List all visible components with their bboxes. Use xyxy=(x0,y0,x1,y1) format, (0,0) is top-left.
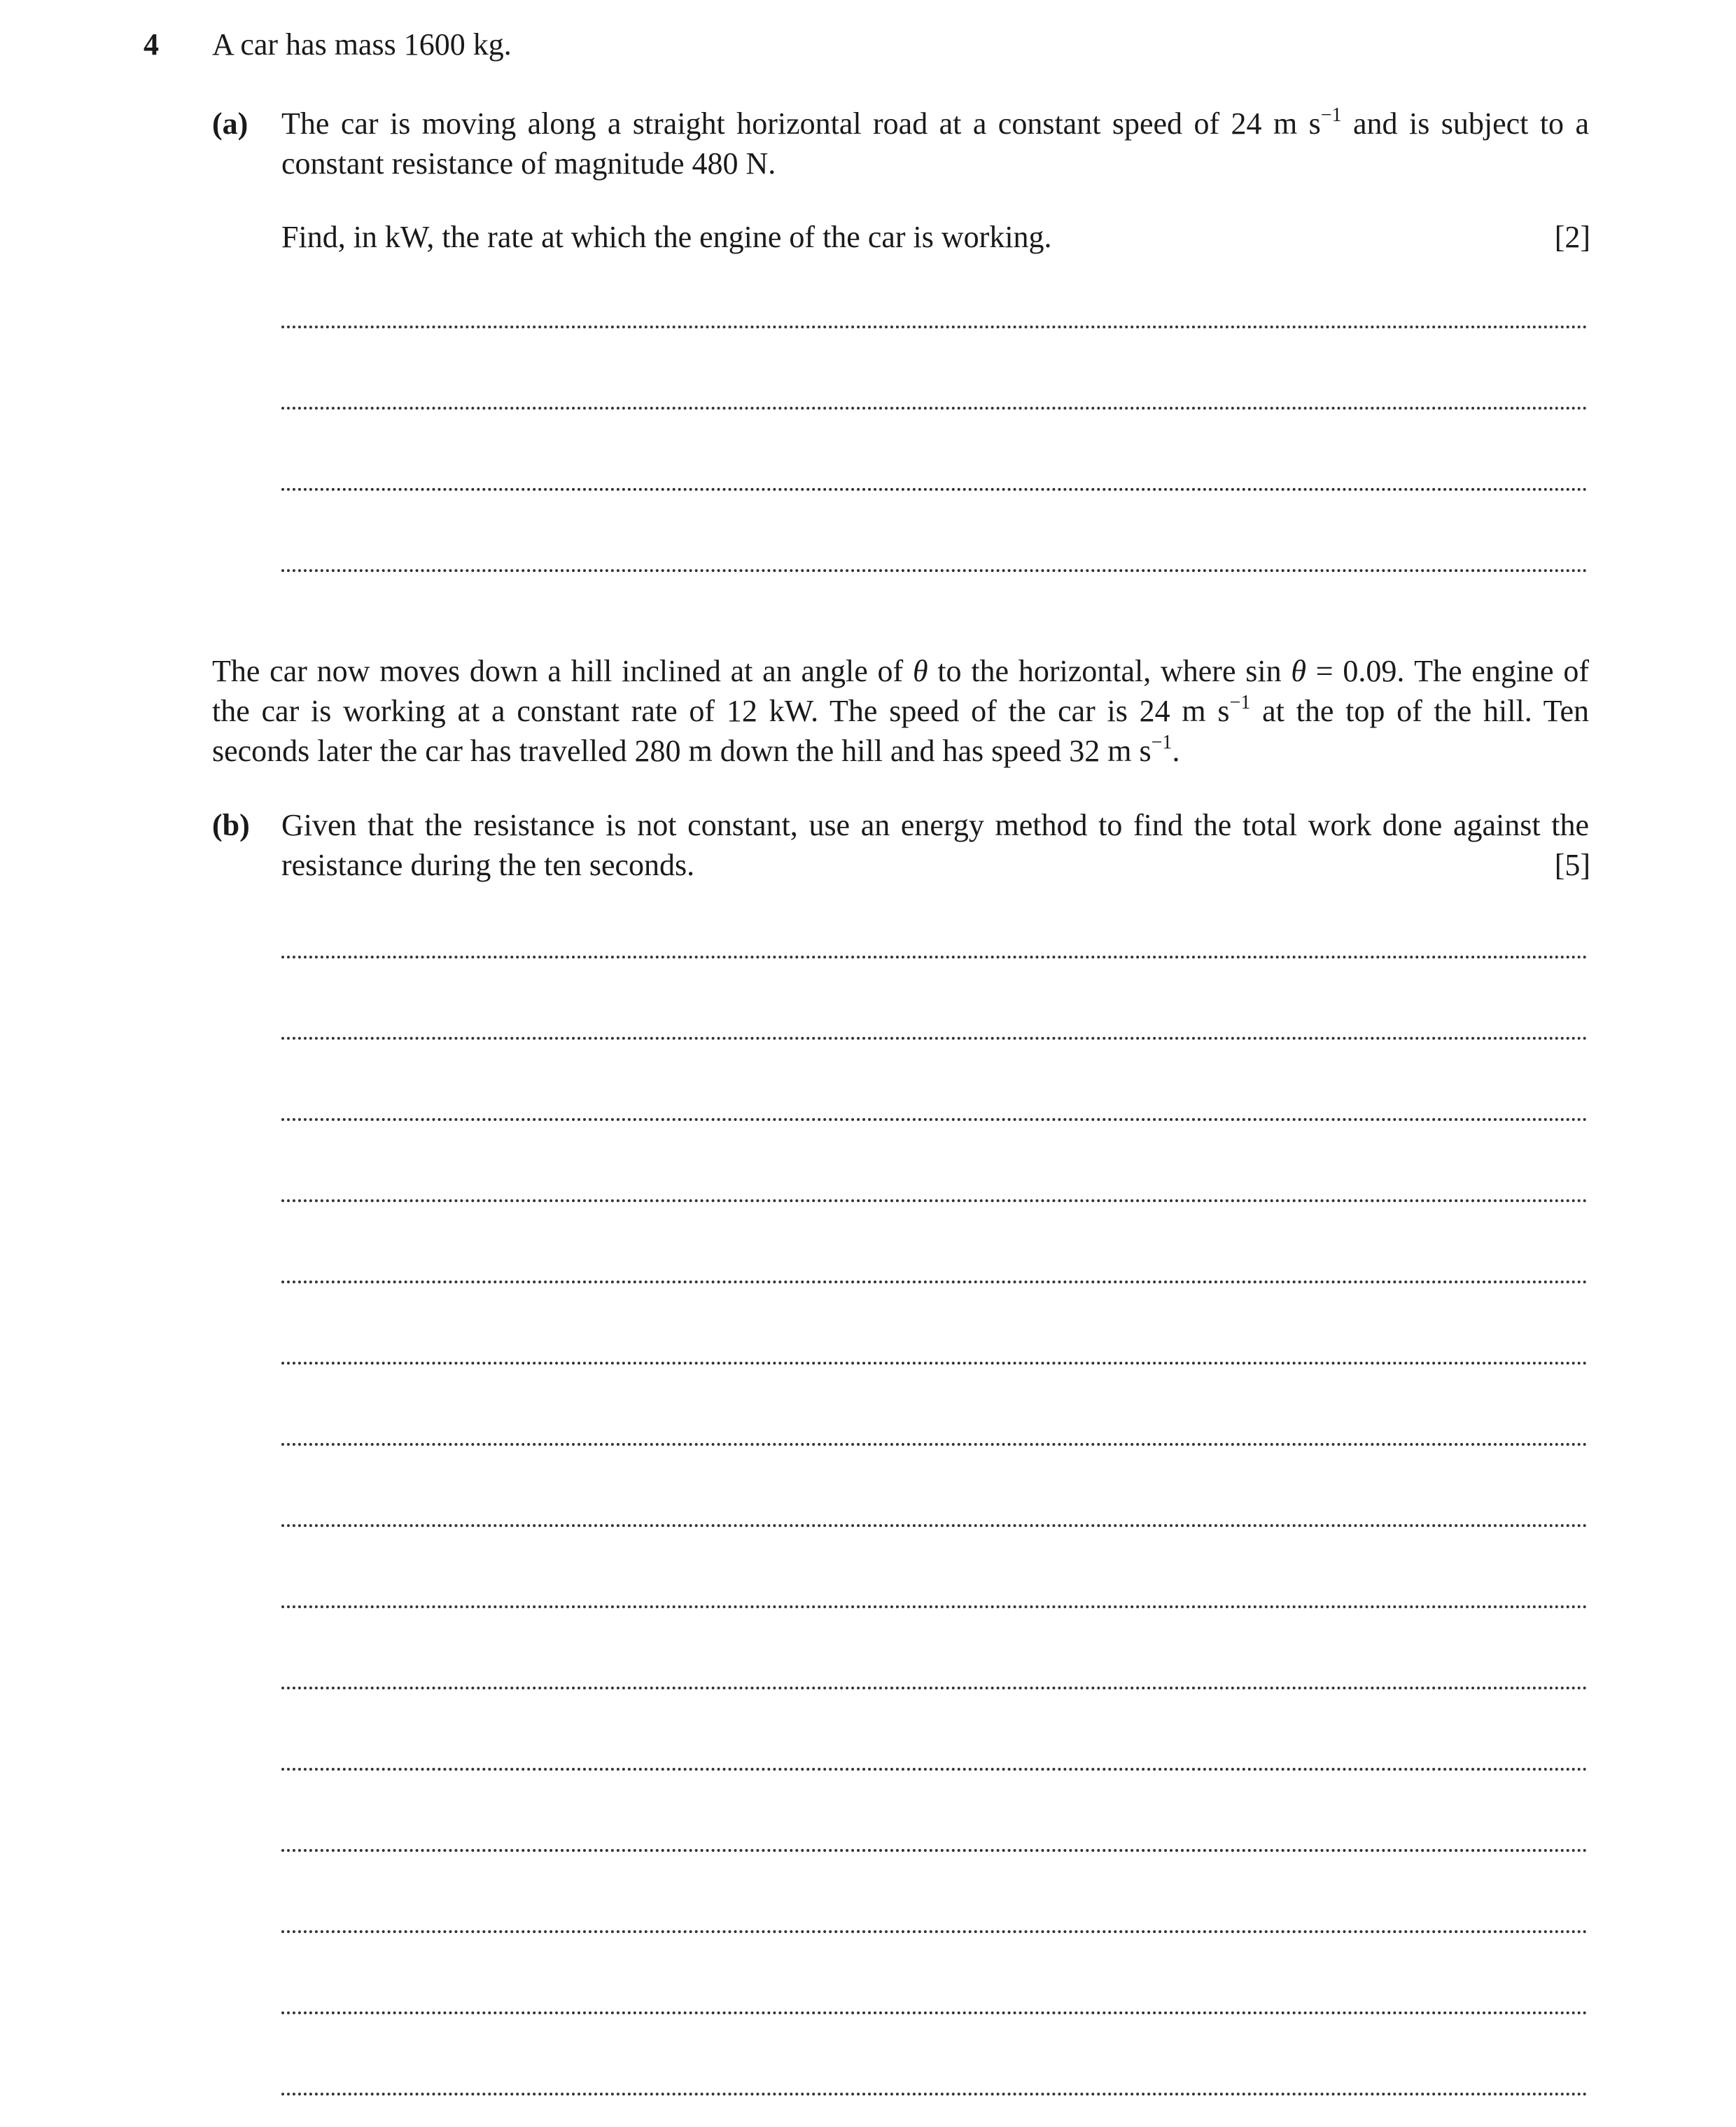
answer-line[interactable] xyxy=(281,1768,1588,1771)
question-number: 4 xyxy=(144,27,159,62)
answer-line[interactable] xyxy=(281,1849,1588,1852)
answer-line[interactable] xyxy=(281,2093,1588,2095)
question-intro: A car has mass 1600 kg. xyxy=(212,27,512,62)
stem-text-1: The car now moves down a hill inclined at an angle of xyxy=(212,654,913,688)
answer-line[interactable] xyxy=(281,1281,1588,1283)
stem-text-2: to the horizontal, where sin xyxy=(927,654,1292,688)
part-b-marks: [5] xyxy=(1554,848,1590,882)
answer-line[interactable] xyxy=(281,326,1588,328)
part-a-superscript: −1 xyxy=(1320,104,1342,127)
answer-line[interactable] xyxy=(281,1930,1588,1933)
part-a-text-2: and is subject to a constant resistance of magnitude 480 N. xyxy=(281,106,1590,181)
answer-line[interactable] xyxy=(281,407,1588,410)
part-a-marks: [2] xyxy=(1554,220,1590,254)
answer-line[interactable] xyxy=(281,1118,1588,1121)
answer-line[interactable] xyxy=(281,1037,1588,1040)
theta-symbol: θ xyxy=(912,654,928,688)
stem-text-4: at the top of the hill. Ten seconds later the car has travelled 280 m down the hill and has speed 32 m s xyxy=(212,694,1590,768)
answer-line[interactable] xyxy=(281,1524,1588,1527)
part-b-label: (b) xyxy=(212,808,250,842)
part-a-find: Find, in kW, the rate at which the engine of the car is working. xyxy=(281,220,1052,254)
answer-line[interactable] xyxy=(281,569,1588,572)
stem-text-5: . xyxy=(1172,734,1180,768)
stem-text xyxy=(212,651,1589,771)
answer-line[interactable] xyxy=(281,488,1588,491)
answer-line[interactable] xyxy=(281,1443,1588,1446)
stem-superscript-b: −1 xyxy=(1151,732,1172,754)
answer-line[interactable] xyxy=(281,1199,1588,1202)
answer-line[interactable] xyxy=(281,956,1588,958)
answer-line[interactable] xyxy=(281,1362,1588,1365)
part-a-text-1: The car is moving along a straight horizontal road at a constant speed of 24 m s xyxy=(281,106,1321,141)
theta-symbol: θ xyxy=(1291,654,1306,688)
answer-line[interactable] xyxy=(281,1687,1588,1689)
stem-text-3: = 0.09. The engine of the car is working at a constant rate of 12 kW. The speed of the car is 24 m s xyxy=(212,654,1590,728)
part-b-text: Given that the resistance is not constant, use an energy method to find the total work done against the resistance during the ten seconds. xyxy=(281,808,1589,882)
answer-line[interactable] xyxy=(281,2011,1588,2014)
answer-line[interactable] xyxy=(281,1605,1588,1608)
part-a-label: (a) xyxy=(212,106,248,141)
part-a-text xyxy=(281,104,1589,183)
stem-superscript-a: −1 xyxy=(1229,692,1251,714)
